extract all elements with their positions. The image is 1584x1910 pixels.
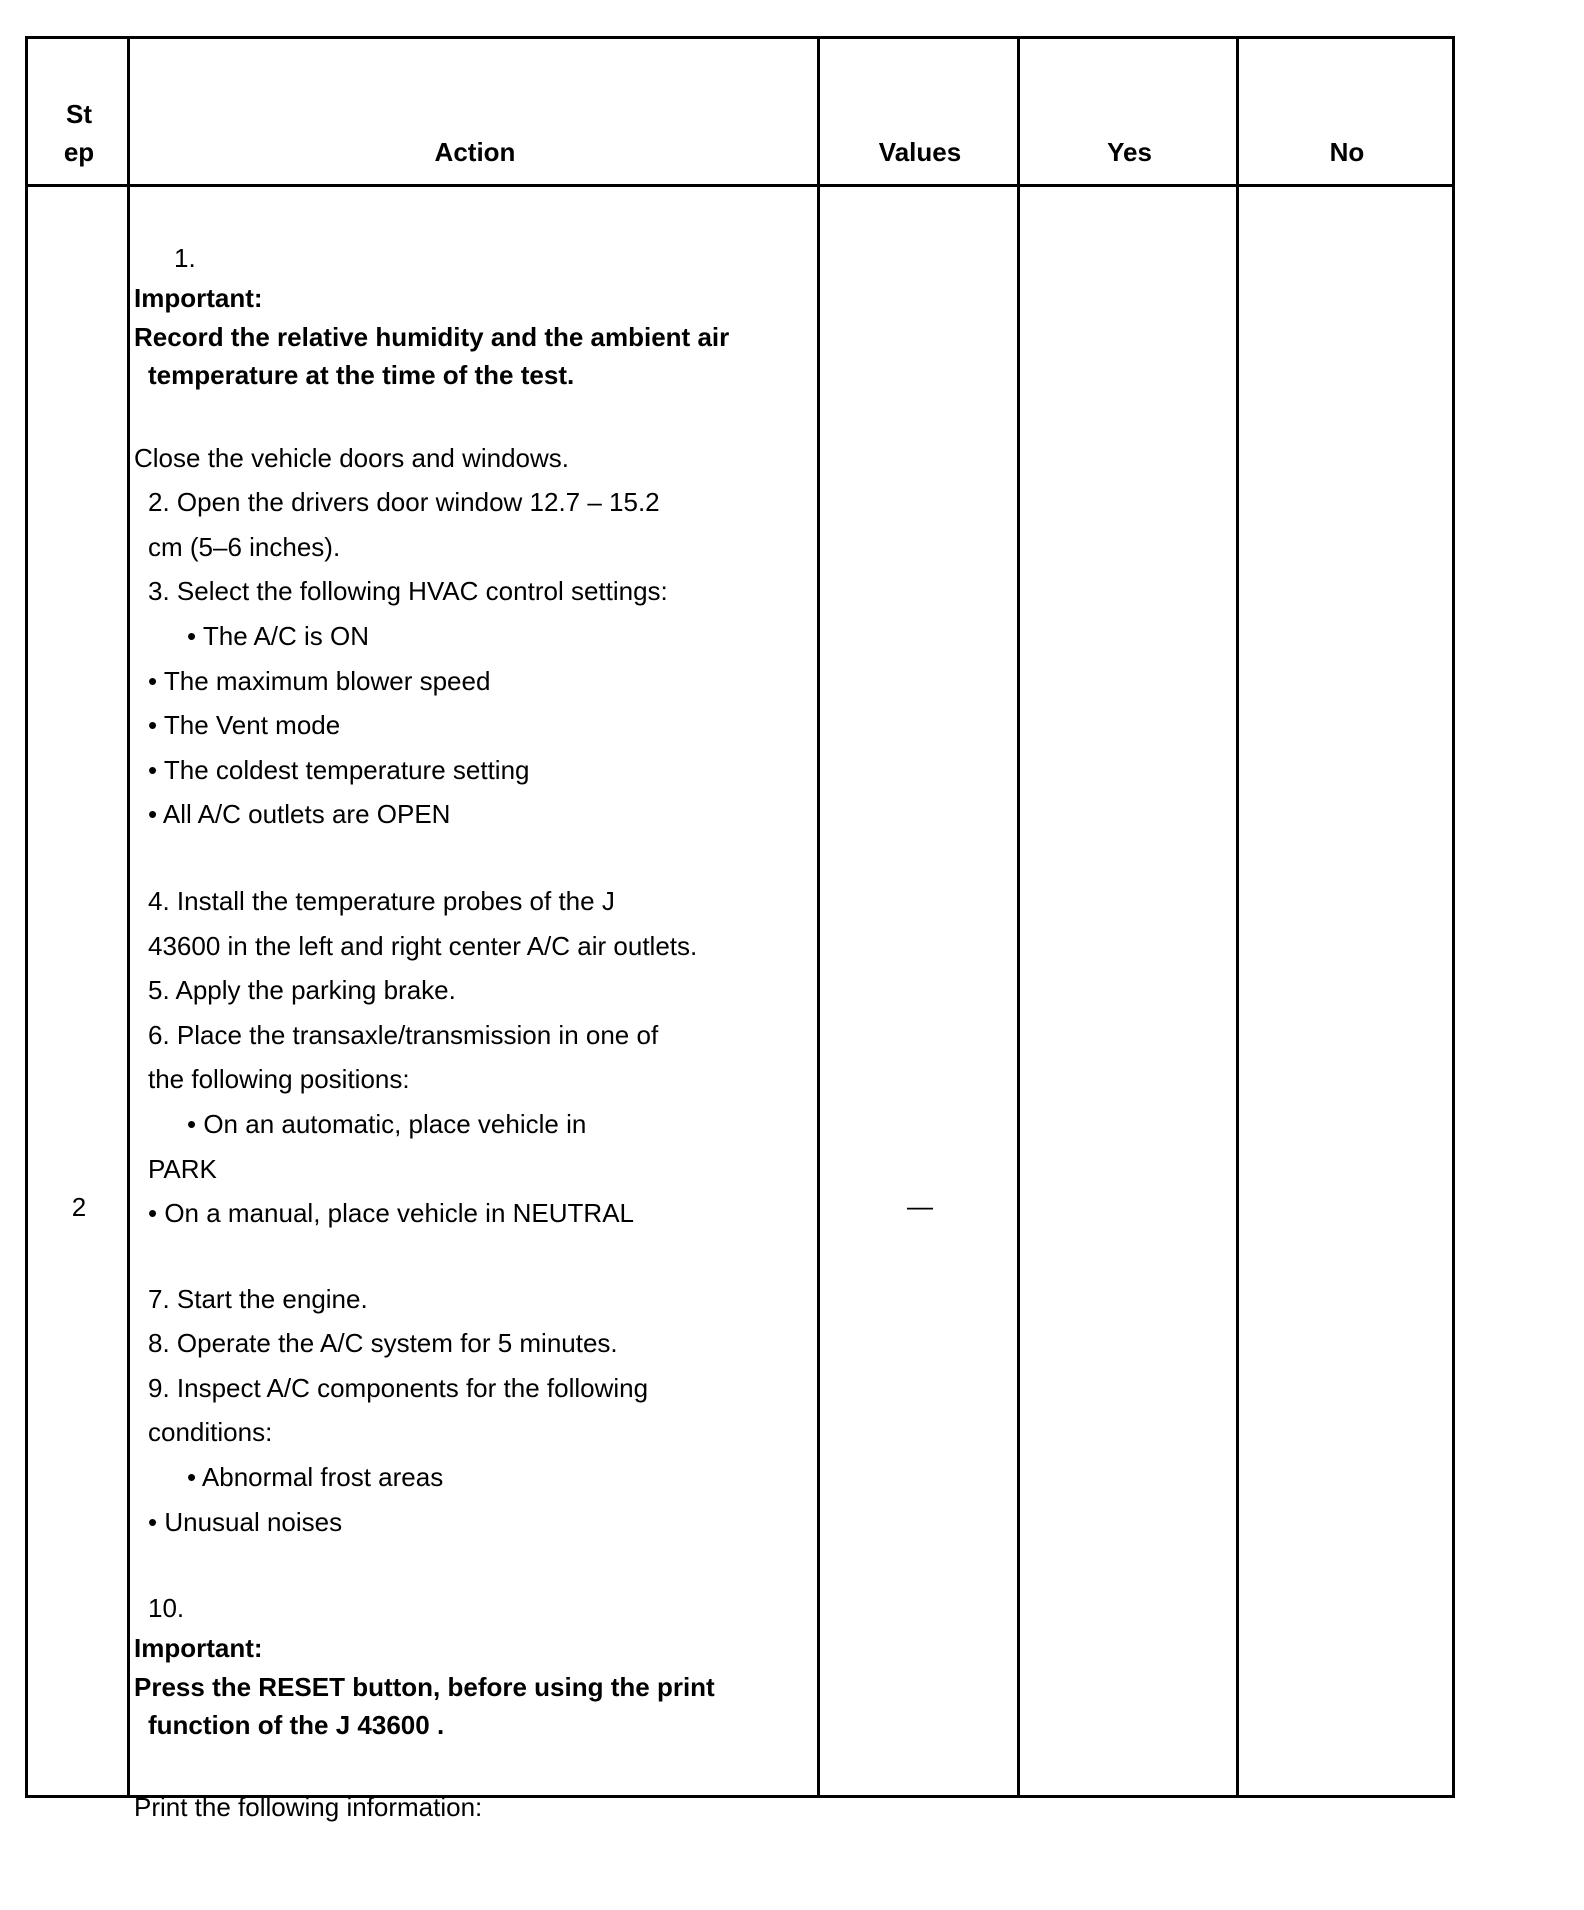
action-line: 43600 in the left and right center A/C air outlets. (148, 931, 698, 961)
bullet-item: • Abnormal frost areas (187, 1462, 444, 1492)
step-number: 2 (71, 1192, 87, 1222)
important-text: temperature at the time of the test. (148, 360, 575, 390)
column-divider (127, 39, 130, 1795)
important-text: Press the RESET button, before using the print (134, 1672, 715, 1702)
important-text: Record the relative humidity and the ambient air (134, 322, 730, 352)
diagnostic-table (25, 36, 1455, 1822)
header-yes: Yes (1107, 137, 1152, 167)
column-divider (1236, 39, 1239, 1795)
bullet-item: • On an automatic, place vehicle in (187, 1109, 587, 1139)
header-no: No (1329, 137, 1365, 167)
important-label: Important: (134, 283, 263, 313)
action-line: Close the vehicle doors and windows. (134, 443, 570, 473)
important-text: function of the J 43600 . (148, 1710, 445, 1740)
action-line: the following positions: (148, 1064, 410, 1094)
column-divider (817, 39, 820, 1795)
bullet-item: • On a manual, place vehicle in NEUTRAL (148, 1198, 634, 1228)
header-divider (28, 184, 1452, 187)
important-label: Important: (134, 1633, 263, 1663)
bullet-item: • The coldest temperature setting (148, 755, 530, 785)
action-line: 2. Open the drivers door window 12.7 – 15.2 (148, 487, 660, 517)
action-line: 5. Apply the parking brake. (148, 975, 456, 1005)
action-line: 3. Select the following HVAC control settings: (148, 576, 668, 606)
header-action: Action (434, 137, 516, 167)
bullet-item: • The A/C is ON (187, 621, 370, 651)
bullet-item: • The maximum blower speed (148, 666, 491, 696)
action-line: 4. Install the temperature probes of the J (148, 886, 615, 916)
bullet-item: • All A/C outlets are OPEN (148, 799, 451, 829)
action-line: 1. (174, 243, 196, 273)
action-line: PARK (148, 1154, 217, 1184)
header-step-line2: ep (63, 137, 95, 167)
header-values: Values (878, 137, 962, 167)
bullet-item: • The Vent mode (148, 710, 341, 740)
action-line: 10. (148, 1593, 185, 1623)
action-line: cm (5–6 inches). (148, 532, 341, 562)
action-line: 7. Start the engine. (148, 1284, 368, 1314)
bullet-item: • Unusual noises (148, 1507, 343, 1537)
header-step (28, 95, 130, 171)
action-line: 6. Place the transaxle/transmission in one of (148, 1020, 659, 1050)
action-line: 8. Operate the A/C system for 5 minutes. (148, 1328, 618, 1358)
column-divider (1017, 39, 1020, 1795)
header-step-line1: St (66, 99, 92, 129)
action-line: conditions: (148, 1417, 273, 1447)
action-line: 9. Inspect A/C components for the following (148, 1373, 649, 1403)
values-cell: — (907, 1191, 933, 1221)
action-line: Print the following information: (134, 1792, 483, 1822)
